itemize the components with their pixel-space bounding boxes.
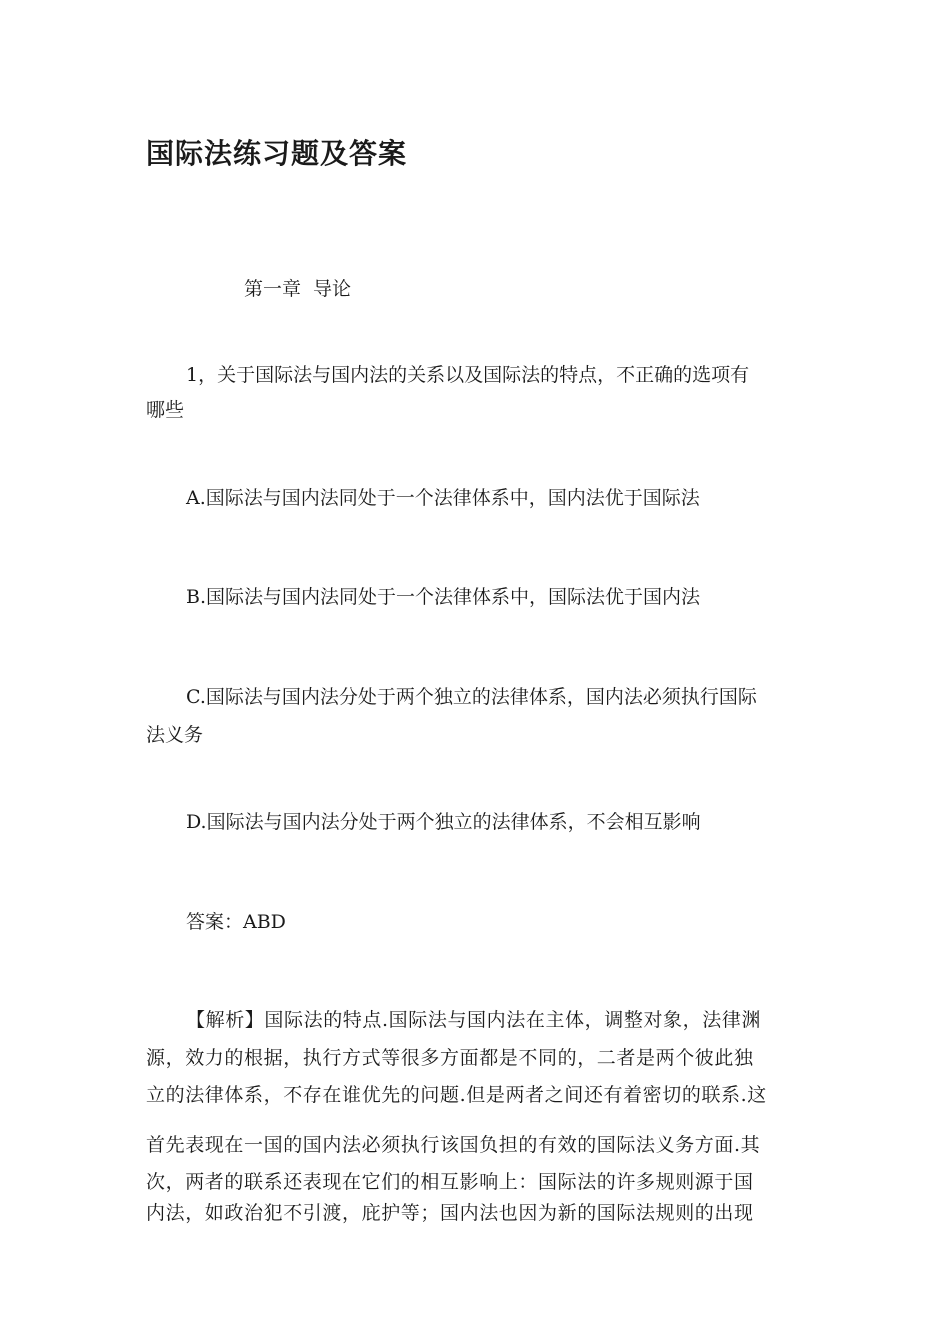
option-a: A.国际法与国内法同处于一个法律体系中，国内法优于国际法 bbox=[186, 487, 700, 509]
analysis-line-3: 立的法律体系，不存在谁优先的问题.但是两者之间还有着密切的联系.这 bbox=[146, 1084, 767, 1106]
chapter-heading bbox=[244, 274, 351, 301]
analysis-line-6: 内法，如政治犯不引渡，庇护等；国内法也因为新的国际法规则的出现 bbox=[146, 1202, 754, 1224]
answer-line: 答案：ABD bbox=[186, 911, 286, 933]
analysis-line-5: 次，两者的联系还表现在它们的相互影响上：国际法的许多规则源于国 bbox=[146, 1171, 754, 1193]
chapter-number: 第一章 bbox=[244, 278, 302, 300]
document-title: 国际法练习题及答案 bbox=[146, 137, 408, 170]
option-c-line-1: C.国际法与国内法分处于两个独立的法律体系，国内法必须执行国际 bbox=[186, 686, 757, 708]
option-c-line-2: 法义务 bbox=[146, 724, 204, 746]
option-d: D.国际法与国内法分处于两个独立的法律体系，不会相互影响 bbox=[186, 811, 701, 833]
analysis-line-1: 【解析】国际法的特点.国际法与国内法在主体，调整对象，法律渊 bbox=[186, 1009, 762, 1031]
question-1-line-2: 哪些 bbox=[146, 399, 185, 421]
option-b: B.国际法与国内法同处于一个法律体系中，国际法优于国内法 bbox=[186, 586, 701, 608]
question-1-line-1: 1，关于国际法与国内法的关系以及国际法的特点，不正确的选项有 bbox=[186, 364, 750, 386]
analysis-line-2: 源，效力的根据，执行方式等很多方面都是不同的，二者是两个彼此独 bbox=[146, 1047, 754, 1069]
analysis-line-4: 首先表现在一国的国内法必须执行该国负担的有效的国际法义务方面.其 bbox=[146, 1134, 761, 1156]
chapter-name: 导论 bbox=[313, 278, 352, 300]
